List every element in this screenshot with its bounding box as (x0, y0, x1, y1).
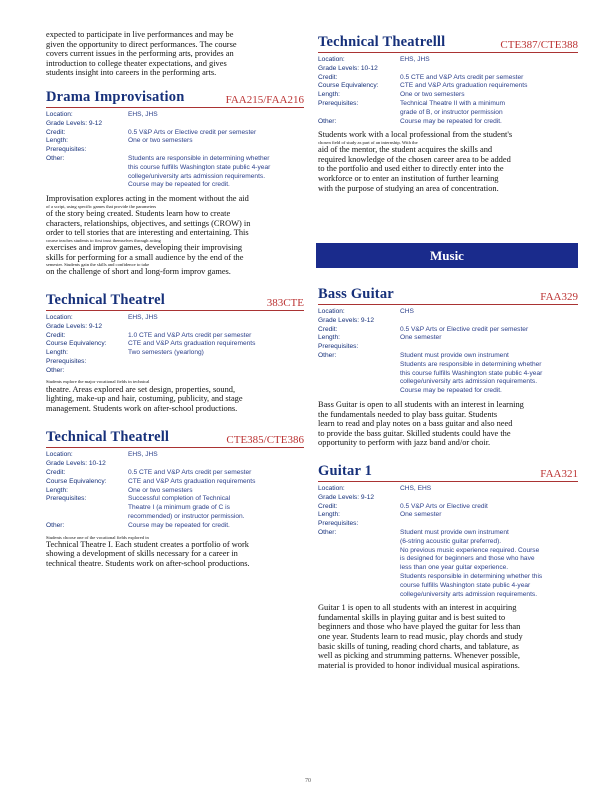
info-value (400, 74, 578, 83)
course-title: Technical Theatrel (46, 291, 165, 308)
info-label: Other: (46, 521, 65, 529)
course-technical-theatre-3 (318, 32, 578, 193)
info-value-line: Students are responsible in determining whether (128, 154, 270, 162)
info-value-line: EHS, JHS (128, 110, 158, 118)
info-row (318, 100, 578, 118)
info-value (448, 317, 578, 326)
intro-paragraph (46, 30, 304, 78)
info-value-line: is designed for beginners and those who have (400, 555, 535, 563)
info-label: Credit: (46, 128, 66, 136)
course-header (46, 290, 304, 311)
course-guitar-1 (318, 461, 578, 671)
description-line: of a script, using specific games that provide the parameters (46, 203, 157, 209)
course-header (318, 32, 578, 53)
info-label: Prerequisites: (46, 357, 87, 365)
info-row (318, 326, 578, 335)
course-description (318, 603, 578, 670)
intro-line: given the opportunity to direct performances. The course (46, 39, 237, 49)
info-value-line: No previous music experience required. Course (400, 546, 540, 554)
right-column (318, 32, 578, 193)
description-line: fundamental skills in playing guitar and is best suited to (318, 612, 506, 622)
info-row (46, 478, 304, 487)
info-row (46, 332, 304, 341)
info-label: Credit: (46, 469, 66, 477)
info-label: Length: (318, 511, 340, 519)
course-header (46, 87, 304, 108)
page-number: 70 (305, 778, 311, 784)
info-row (318, 74, 578, 83)
info-value (400, 56, 578, 65)
info-row (46, 111, 304, 120)
info-value-line: grade of B, or instructor permission (400, 108, 503, 116)
intro-line: expected to participate in live performances and may be (46, 30, 234, 39)
info-row (318, 529, 578, 599)
course-description (318, 130, 578, 193)
info-value-line: recommended) or instructor permission. (128, 513, 245, 521)
description-line: basic skills of tuning, reading chord charts, and tablature, as (318, 641, 519, 651)
description-line: technical theatre. Students work on after-school productions. (46, 559, 250, 569)
course-code: FAA215/FAA216 (225, 93, 304, 106)
description-line: with the purpose of studying an area of concentration. (318, 183, 499, 193)
info-value-line: Theatre I (a minimum grade of C is (128, 504, 230, 512)
description-line: showing a development of skills necessary for a career in (46, 549, 238, 559)
info-value-line: EHS, JHS (400, 56, 430, 63)
info-value-line: 1.0 CTE and V&P Arts credit per semester (128, 331, 252, 339)
description-line: semester. Students gain the skills and confidence to take (46, 262, 150, 268)
info-value (448, 520, 578, 529)
right-column-lower (318, 284, 578, 670)
info-value-line: Students are responsible in determining whether (400, 360, 542, 368)
info-label: Location: (46, 451, 73, 459)
info-row (46, 146, 304, 155)
info-label: Grade Levels: 9-12 (46, 119, 103, 127)
info-row (318, 317, 578, 326)
description-line: Guitar 1 is open to all students with an interest in acquiring (318, 603, 517, 613)
info-value-line: 0.5 V&P Arts or Elective credit (400, 502, 488, 510)
course-description (318, 400, 578, 448)
info-value-line: Course may be repeated for credit. (400, 117, 502, 125)
course-info (318, 308, 578, 396)
info-value (400, 485, 578, 494)
info-row (318, 494, 578, 503)
info-label: Prerequisites: (46, 146, 87, 154)
description-line: Bass Guitar is open to all students with an interest in learning (318, 399, 524, 409)
info-value-line: 0.5 V&P Arts or Elective credit per semester (128, 128, 257, 136)
info-label: Length: (318, 334, 340, 342)
course-info (46, 314, 304, 376)
info-value (175, 120, 304, 129)
course-technical-theatre-1 (46, 290, 304, 414)
description-line: to provide the bass guitar. Skilled students could have the (318, 428, 511, 438)
course-title: Guitar 1 (318, 462, 373, 479)
info-row (318, 503, 578, 512)
description-line: learn to read and play notes on a bass guitar and also need (318, 419, 513, 429)
info-label: Other: (46, 366, 65, 374)
info-label: Grade Levels: 10-12 (318, 64, 378, 72)
info-value-line: less than one year guitar experience. (400, 564, 509, 572)
description-line: required knowledge of the chosen career area to be added (318, 154, 511, 164)
info-label: Length: (46, 486, 68, 494)
info-value (175, 358, 304, 367)
course-header (318, 461, 578, 482)
info-row (318, 334, 578, 343)
info-value (400, 511, 578, 520)
info-label: Prerequisites: (318, 99, 359, 107)
info-value (400, 118, 578, 127)
info-value-line: Course may be repeated for credit. (400, 387, 502, 395)
info-row (46, 323, 304, 332)
info-value-line: EHS, JHS (128, 451, 158, 459)
info-value-line: this course fulfills Washington state public 4-year (128, 163, 271, 171)
info-value-line: EHS, JHS (128, 313, 158, 321)
description-line: Improvisation explores acting in the moment without the aid (46, 194, 249, 204)
info-value-line: college/university arts admission requirements. (400, 378, 538, 386)
info-value (400, 82, 578, 91)
info-value (128, 469, 304, 478)
description-line: opportunity to perform with jazz band and/or choir. (318, 438, 491, 448)
info-label: Other: (46, 154, 65, 162)
info-row (46, 137, 304, 146)
info-label: Other: (318, 528, 337, 536)
description-line: theatre. Areas explored are set design, properties, sound, (46, 384, 236, 394)
info-value-line: CHS (400, 308, 414, 315)
course-title: Drama Improvisation (46, 88, 185, 105)
info-value-line: college/university arts admission requirements. (128, 172, 266, 180)
info-value-line: college/university arts admission requirements. (400, 590, 538, 598)
info-label: Other: (318, 117, 337, 125)
info-label: Location: (46, 110, 73, 118)
info-label: Grade Levels: 9-12 (318, 493, 375, 501)
info-label: Grade Levels: 10-12 (46, 460, 106, 468)
info-row (46, 129, 304, 138)
info-value-line: One or two semesters (128, 486, 193, 494)
info-row (318, 91, 578, 100)
info-value (128, 522, 304, 531)
info-value (128, 495, 304, 521)
course-code: CTE385/CTE386 (226, 434, 304, 447)
info-value (400, 100, 578, 118)
info-label: Location: (318, 56, 345, 63)
description-line: one year. Students learn to read music, play chords and study (318, 632, 523, 642)
info-value (128, 332, 304, 341)
info-row (318, 118, 578, 127)
course-info (318, 56, 578, 126)
info-row (46, 120, 304, 129)
info-row (46, 469, 304, 478)
course-header (318, 284, 578, 305)
intro-line: introduction to college theater expectations, and gives (46, 58, 227, 68)
info-value (175, 367, 304, 376)
info-value (175, 323, 304, 332)
course-title: Technical Theatrell (46, 429, 170, 446)
description-line: material is provided to honor individual musical aspirations. (318, 660, 520, 670)
info-label: Credit: (46, 331, 66, 339)
description-line: Students choose one of the vocational fields explored in (46, 534, 149, 540)
course-drama-improvisation (46, 87, 304, 277)
description-line: Technical Theatre I. Each student creates a portfolio of work (46, 539, 249, 549)
info-value-line: CTE and V&P Arts graduation requirements (128, 340, 256, 348)
description-line: course teaches students to first trust themselves through acting (46, 237, 161, 243)
description-line: the fundamentals needed to play bass guitar. Students (318, 409, 498, 419)
info-row (318, 308, 578, 317)
section-banner-music: Music (316, 243, 578, 268)
info-row (318, 352, 578, 396)
info-value-line: Course may be repeated for credit. (128, 181, 230, 189)
course-info (46, 111, 304, 190)
info-value-line: Student must provide own instrument (400, 351, 509, 359)
info-value (400, 334, 578, 343)
description-line: aid of the mentor, the student acquires the skills and (318, 145, 493, 155)
info-value-line: 0.5 CTE and V&P Arts credit per semester (128, 469, 252, 477)
info-value-line: Two semesters (yearlong) (128, 349, 204, 357)
info-value (128, 487, 304, 496)
info-value (128, 314, 304, 323)
info-value-line: (6-string acoustic guitar preferred). (400, 537, 502, 545)
info-value-line: 0.5 CTE and V&P Arts credit per semester (400, 73, 524, 81)
description-line: of the story being created. Students learn how to create (46, 208, 231, 218)
info-value-line: course fulfills Washington state public 4-year (400, 581, 531, 589)
info-value-line: CHS, EHS (400, 484, 432, 492)
info-row (46, 522, 304, 531)
info-label: Credit: (318, 325, 338, 333)
info-value (400, 503, 578, 512)
info-label: Credit: (318, 73, 338, 81)
info-label: Prerequisites: (318, 343, 359, 351)
description-line: order to tell stories that are interesting and entertaining. This (46, 228, 249, 238)
info-label: Prerequisites: (46, 495, 87, 503)
info-row (46, 340, 304, 349)
info-value (400, 352, 578, 396)
info-value-line: CTE and V&P Arts graduation requirements (400, 82, 528, 90)
info-row (318, 520, 578, 529)
info-value (400, 308, 578, 317)
intro-line: covers current issues in the performing arts, provides an (46, 49, 234, 59)
info-value (128, 478, 304, 487)
info-row (46, 487, 304, 496)
course-info (318, 485, 578, 599)
description-line: characters, relationships, objectives, and settings (CROW) in (46, 218, 251, 228)
intro-line: students insight into careers in the performing arts. (46, 68, 217, 78)
info-value (175, 460, 304, 469)
info-value (400, 529, 578, 599)
course-bass-guitar (318, 284, 578, 448)
description-line: exercises and improv games, developing their improvising (46, 242, 243, 252)
info-value-line: One or two semesters (400, 91, 465, 99)
info-label: Course Equivalency: (46, 340, 107, 348)
info-value (448, 65, 578, 74)
info-value-line: Technical Theatre II with a minimum (400, 99, 506, 107)
description-line: to the portfolio and used either to directly enter into the (318, 164, 504, 174)
course-technical-theatre-2 (46, 427, 304, 568)
info-row (46, 349, 304, 358)
course-code: FAA321 (540, 467, 578, 480)
info-label: Grade Levels: 9-12 (318, 316, 375, 324)
course-title: Bass Guitar (318, 286, 394, 302)
course-description (46, 379, 304, 413)
course-code: FAA329 (540, 291, 578, 303)
info-value (128, 129, 304, 138)
description-line: skills for performing for a small audience by the end of the (46, 252, 244, 262)
info-row (318, 485, 578, 494)
info-row (318, 82, 578, 91)
info-row (46, 358, 304, 367)
description-line: management. Students work on after-school productions. (46, 403, 238, 413)
info-label: Grade Levels: 9-12 (46, 322, 103, 330)
description-line: Students explore the major vocational fields in technical (46, 379, 150, 385)
info-label: Credit: (318, 502, 338, 510)
info-value (448, 343, 578, 352)
info-value (128, 111, 304, 120)
info-label: Location: (318, 308, 345, 315)
description-line: workforce or to enter an institution of further learning (318, 173, 499, 183)
info-value (400, 91, 578, 100)
info-value (448, 494, 578, 503)
course-description (46, 194, 304, 277)
info-row (318, 65, 578, 74)
info-value-line: One semester (400, 511, 442, 519)
info-label: Length: (46, 137, 68, 145)
info-row (46, 460, 304, 469)
description-line: well as picking and strumming patterns. Whenever possible, (318, 651, 520, 661)
info-value-line: Course may be repeated for credit. (128, 521, 230, 529)
info-label: Location: (46, 313, 73, 321)
info-value (128, 155, 304, 190)
description-line: chosen field of study as part of an internship. With the (318, 139, 418, 145)
description-line: lighting, make-up and hair, costuming, publicity, and stage (46, 394, 243, 404)
description-line: on the challenge of short and long-form improv games. (46, 267, 231, 277)
info-value-line: 0.5 V&P Arts or Elective credit per semester (400, 325, 529, 333)
info-row (318, 343, 578, 352)
info-value-line: One semester (400, 334, 442, 342)
description-line: beginners and those who have played the guitar for less than (318, 622, 521, 632)
info-value (128, 451, 304, 460)
info-value (128, 137, 304, 146)
info-label: Other: (318, 351, 337, 359)
info-row (46, 155, 304, 190)
course-code: 383CTE (266, 296, 304, 309)
course-header (46, 427, 304, 448)
course-title: Technical Theatrelll (318, 34, 446, 50)
info-row (46, 367, 304, 376)
description-line: Students work with a local professional from the student's (318, 130, 513, 140)
info-label: Length: (318, 91, 340, 99)
course-description (46, 535, 304, 569)
info-value-line: Successful completion of Technical (128, 495, 231, 503)
course-info (46, 451, 304, 530)
info-value (175, 146, 304, 155)
info-label: Length: (46, 349, 68, 357)
info-label: Location: (318, 484, 345, 492)
info-value-line: CTE and V&P Arts graduation requirements (128, 477, 256, 485)
info-label: Course Equivalency: (46, 477, 107, 485)
info-value-line: this course fulfills Washington state public 4-year (400, 369, 543, 377)
info-value (128, 340, 304, 349)
info-row (318, 511, 578, 520)
info-value (400, 326, 578, 335)
info-row (46, 314, 304, 323)
info-row (46, 451, 304, 460)
left-column (46, 30, 304, 569)
info-value (128, 349, 304, 358)
info-row (318, 56, 578, 65)
course-code: CTE387/CTE388 (500, 39, 578, 51)
info-label: Course Equivalency: (318, 82, 379, 90)
info-value-line: Students responsible in determining whether this (400, 572, 543, 580)
info-value-line: Student must provide own instrument (400, 528, 509, 536)
info-label: Prerequisites: (318, 520, 359, 528)
info-row (46, 495, 304, 521)
info-value-line: One or two semesters (128, 137, 193, 145)
